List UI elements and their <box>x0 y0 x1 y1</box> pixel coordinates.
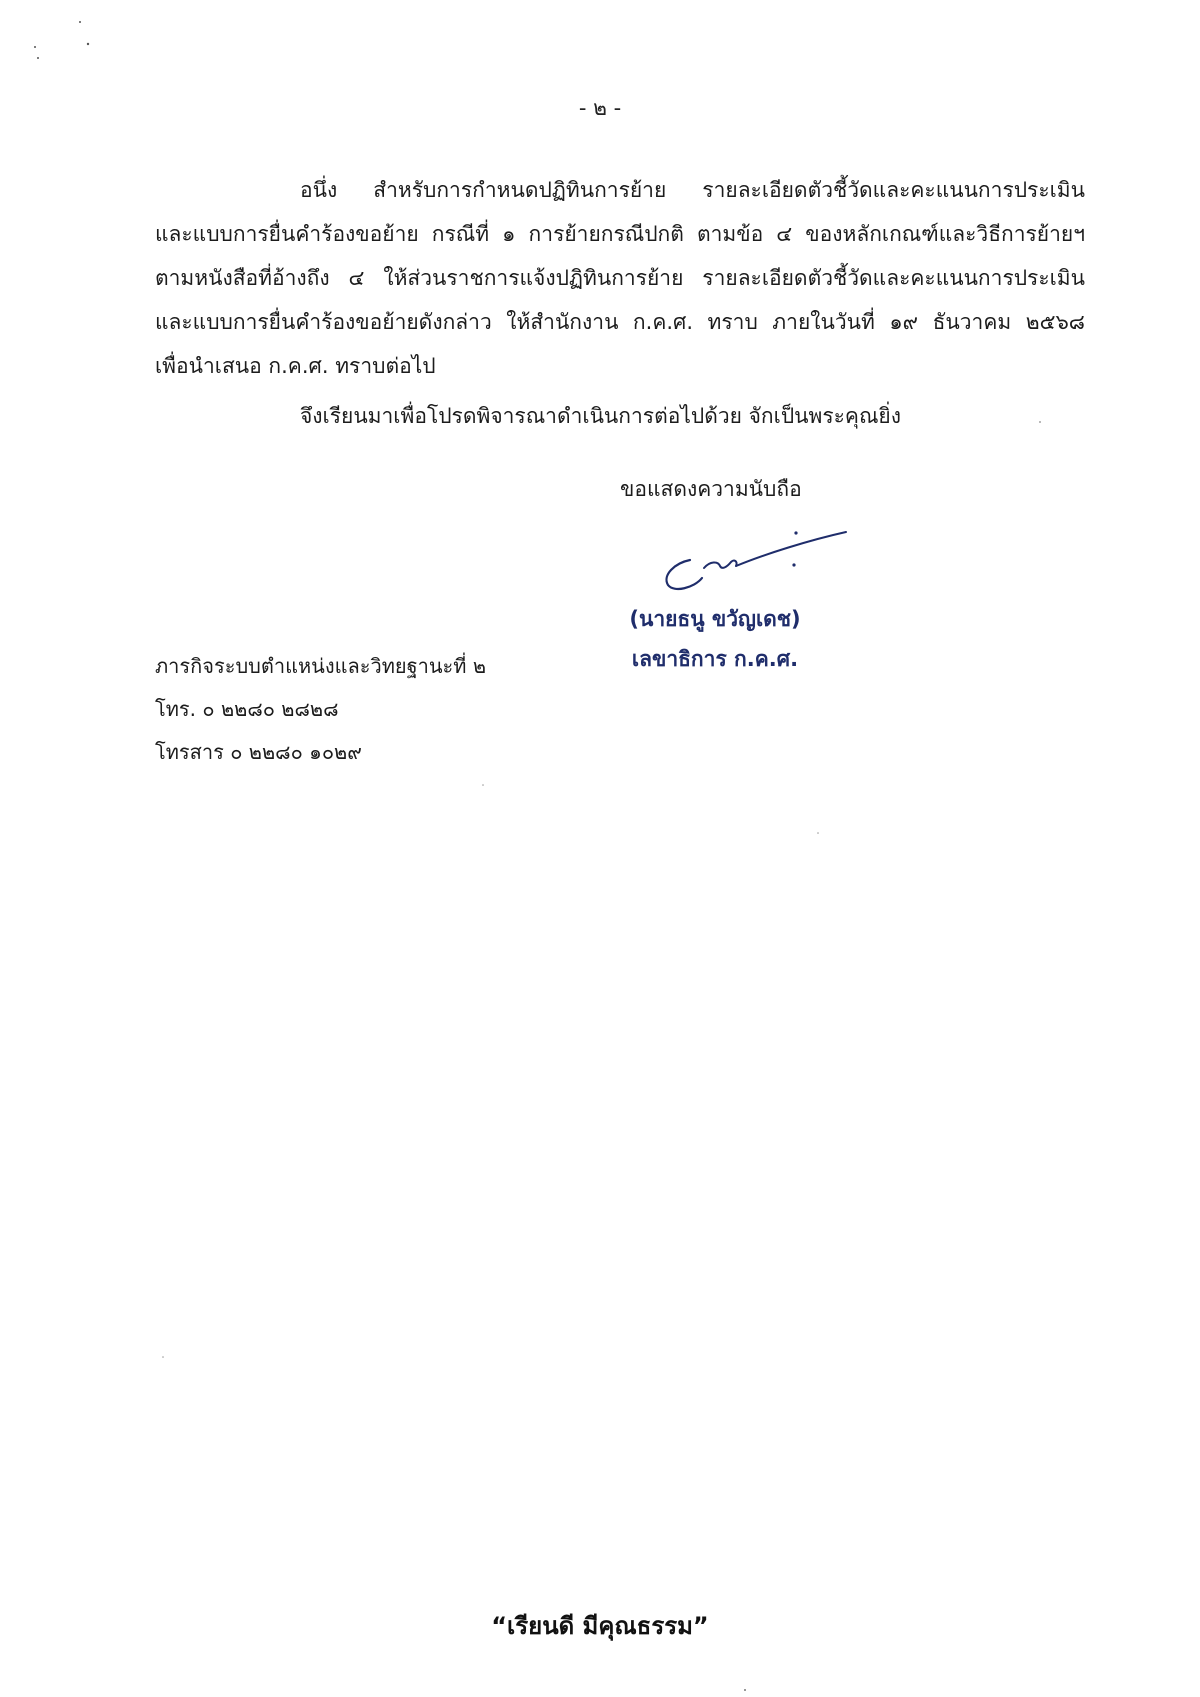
signer-title: เลขาธิการ ก.ค.ศ. <box>631 647 799 671</box>
phone-number: โทร. ๐ ๒๒๘๐ ๒๘๒๘ <box>155 697 339 721</box>
body-paragraph <box>155 168 1085 388</box>
fax-number: โทรสาร ๐ ๒๒๘๐ ๑๐๒๙ <box>155 740 362 764</box>
contact-block <box>155 645 486 774</box>
closing-sentence: จึงเรียนมาเพื่อโปรดพิจารณาดำเนินการต่อไปด้วย จักเป็นพระคุณยิ่ง <box>300 404 901 428</box>
page-number: - ๒ - <box>578 96 622 120</box>
body-line: เพื่อนำเสนอ ก.ค.ศ. ทราบต่อไป <box>155 354 436 378</box>
body-line: อนึ่ง สำหรับการกำหนดปฏิทินการย้าย รายละเอียดตัวชี้วัดและคะแนนการประเมิน <box>300 178 1085 202</box>
signer-name: (นายธนู ขวัญเดช) <box>629 607 801 631</box>
sign-off: ขอแสดงความนับถือ <box>620 477 802 501</box>
handwritten-signature <box>650 520 870 595</box>
body-line: และแบบการยื่นคำร้องขอย้ายดังกล่าว ให้สำนักงาน ก.ค.ศ. ทราบ ภายในวันที่ ๑๙ ธันวาคม ๒๕๖๘ <box>155 310 1085 334</box>
office-unit: ภารกิจระบบตำแหน่งและวิทยฐานะที่ ๒ <box>155 654 487 678</box>
body-line: ตามหนังสือที่อ้างถึง ๔ ให้ส่วนราชการแจ้งปฏิทินการย้าย รายละเอียดตัวชี้วัดและคะแนนการประเมิน <box>155 266 1085 290</box>
body-line: และแบบการยื่นคำร้องขอย้าย กรณีที่ ๑ การย้ายกรณีปกติ ตามข้อ ๔ ของหลักเกณฑ์และวิธีการย้ายฯ <box>155 222 1085 246</box>
footer-motto: “เรียนดี มีคุณธรรม” <box>491 1612 709 1640</box>
